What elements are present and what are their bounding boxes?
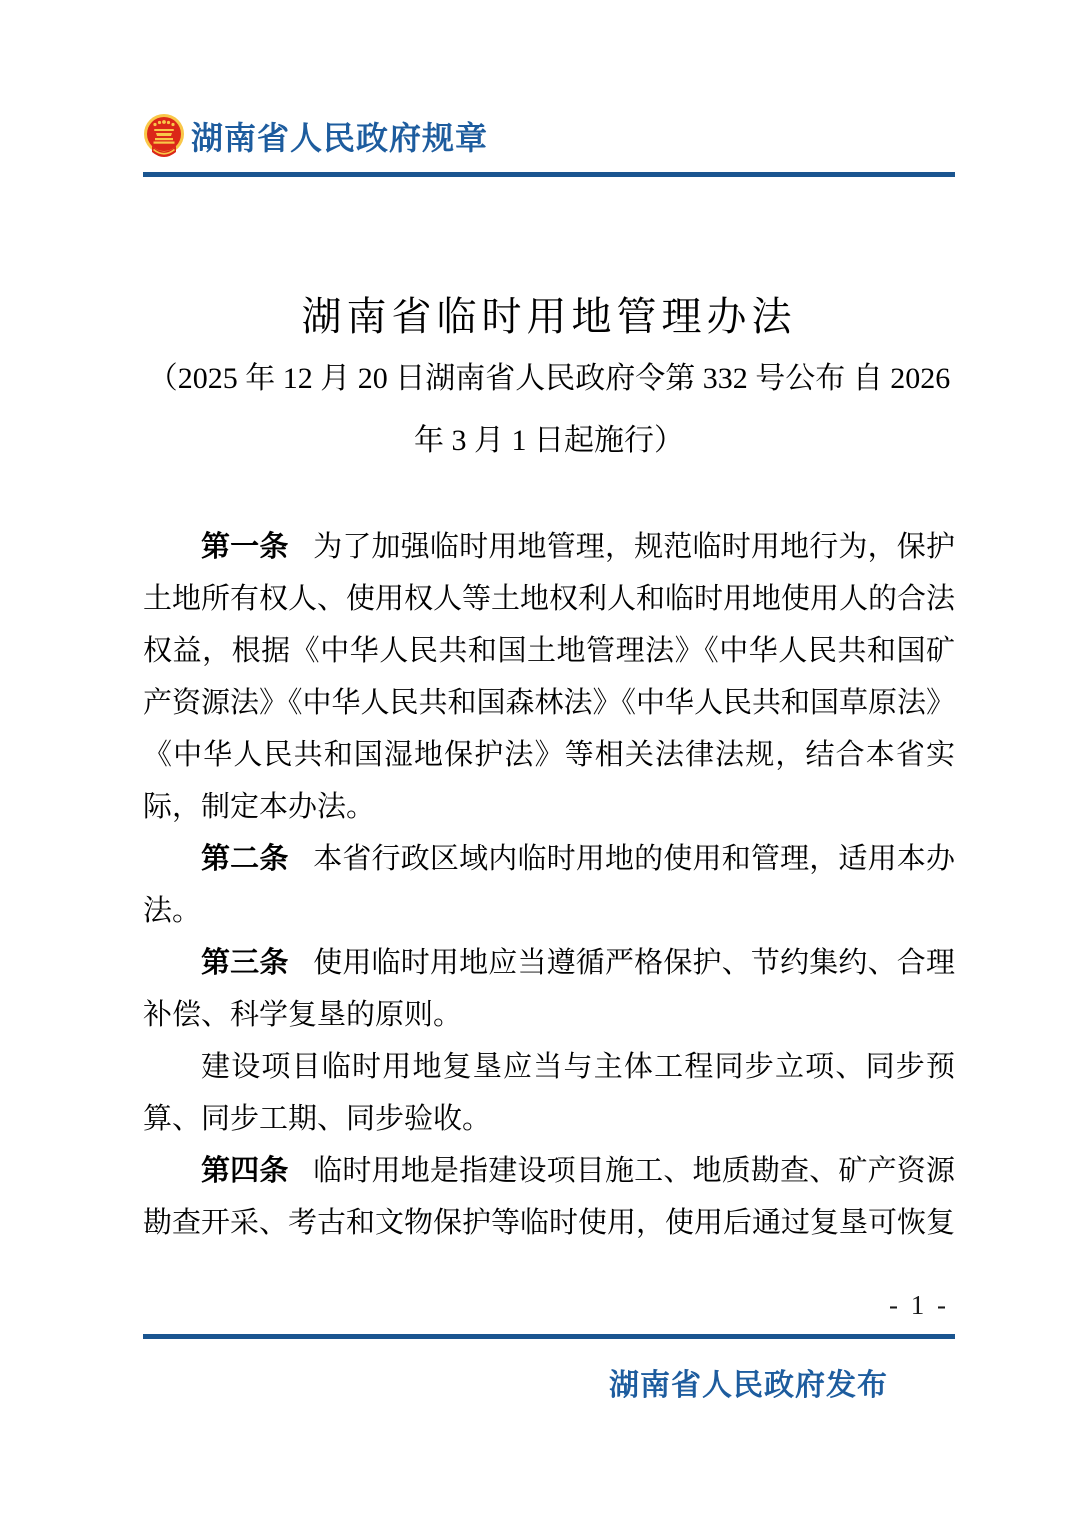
article-1-label: 第一条: [201, 531, 289, 563]
article-4-label: 第四条: [201, 1155, 289, 1187]
doc-subtitle: [143, 348, 955, 472]
page-number: - 1 -: [889, 1290, 949, 1320]
doc-title: 湖南省临时用地管理办法: [301, 294, 797, 339]
article-3-label: 第三条: [201, 947, 289, 979]
paragraph-article-2: [143, 833, 955, 937]
footer-rule: [143, 1334, 955, 1339]
doc-subtitle-line2: 年 3 月 1 日起施行）: [414, 424, 684, 457]
body-text: [143, 521, 955, 1249]
article-3-text: 使用临时用地应当遵循严格保护、节约集约、合理补偿、科学复垦的原则。: [143, 947, 955, 1031]
article-2-text: 本省行政区域内临时用地的使用和管理，适用本办法。: [143, 843, 955, 927]
article-4-text: 临时用地是指建设项目施工、地质勘查、矿产资源勘查开采、考古和文物保护等临时使用，使用后通过复垦可恢复: [143, 1155, 956, 1239]
header-title: 湖南省人民政府规章: [191, 120, 489, 156]
header-bar: [143, 113, 955, 159]
doc-subtitle-line1: （2025 年 12 月 20 日湖南省人民政府令第 332 号公布 自 2026: [147, 362, 951, 395]
publisher-label: 湖南省人民政府发布: [609, 1369, 888, 1402]
article-2-label: 第二条: [201, 843, 289, 875]
article-3-cont-text: 建设项目临时用地复垦应当与主体工程同步立项、同步预算、同步工期、同步验收。: [143, 1051, 955, 1135]
paragraph-article-3: [143, 937, 955, 1041]
header-rule: [143, 172, 955, 177]
paragraph-article-4: [143, 1145, 955, 1249]
national-emblem-icon: [143, 113, 185, 159]
paragraph-article-3-cont: [143, 1041, 955, 1145]
paragraph-article-1: [143, 521, 955, 833]
article-1-text: 为了加强临时用地管理，规范临时用地行为，保护土地所有权人、使用权人等土地权利人和临时用地使用人的合法权益，根据《中华人民共和国土地管理法》《中华人民共和国矿产资源法》《中华人民共和国森林法》《中华人民共和国草原法》《中华人民共和国湿地保护法》等相关法律法规，结合本省实际，制定本办法。: [143, 531, 956, 823]
